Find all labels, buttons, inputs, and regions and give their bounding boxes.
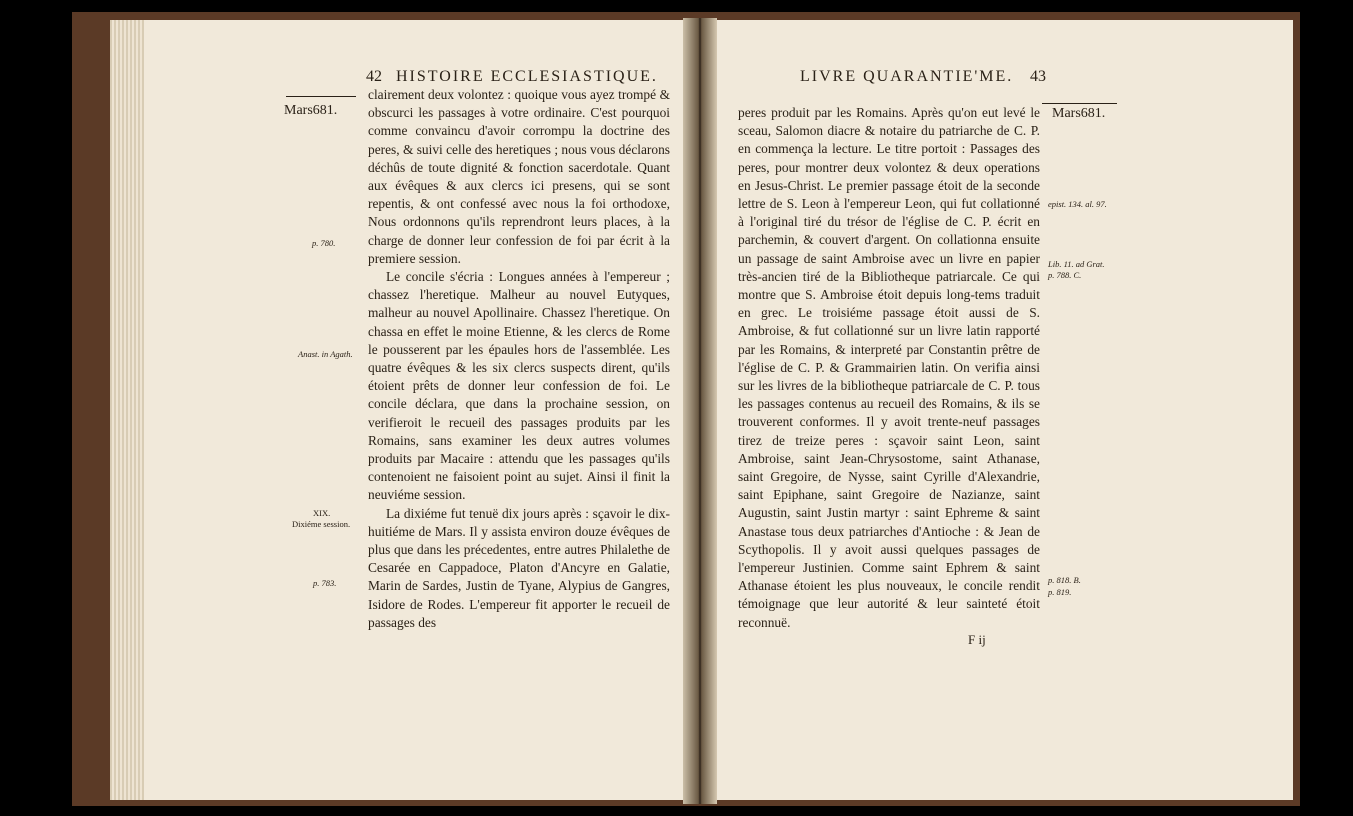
left-folio: 42 <box>366 68 382 85</box>
margin-note: Lib. 11. ad Grat. <box>1048 259 1105 269</box>
signature-mark: F ij <box>968 632 986 647</box>
left-text-block <box>368 86 670 632</box>
page-edges <box>110 20 144 800</box>
margin-note: p. 780. <box>312 238 336 248</box>
margin-note: p. 783. <box>313 578 337 588</box>
left-date: Mars681. <box>284 103 338 118</box>
right-running-head: LIVRE QUARANTIE'ME. <box>800 68 1014 85</box>
left-running-head: HISTOIRE ECCLESIASTIQUE. <box>396 68 658 85</box>
margin-note: p. 819. <box>1048 587 1072 597</box>
right-folio: 43 <box>1030 68 1046 85</box>
paragraph: clairement deux volontez : quoique vous ayez trompé & obscurci les passages à votre ordinaire. C'est pourquoi comme convaincu d'avoir corrompu la doctrine des peres, & suivi celle des heretiques ; nous vous déclarons déchûs de toute dignité & fonction sacerdotale. Quant aux évêques & aux clercs ici presens, qui se sont repentis, & ont confessé avec nous la foi orthodoxe, Nous ordonnons qu'ils reprendront leurs places, à la charge de donner leur confession de foi par écrit à la premiere session. <box>368 87 670 266</box>
margin-note: p. 818. B. <box>1048 575 1081 585</box>
book-gutter <box>683 18 717 804</box>
right-date-rule <box>1042 103 1117 104</box>
paragraph: La dixiéme fut tenuë dix jours après : sçavoir le dix-huitiéme de Mars. Il y assista environ douze évêques de plus que dans les précedentes, entre autres Philalethe de Cesarée en Cappadoce, Platon d'Ancyre en Galatie, Marin de Sardes, Justin de Tyane, Alypius de Gangres, Isidore de Rodes. L'empereur fit apporter le recueil de passages des <box>368 505 670 630</box>
right-date: Mars681. <box>1052 106 1106 121</box>
left-date-rule <box>286 96 356 97</box>
paragraph: Le concile s'écria : Longues années à l'empereur ; chassez l'heretique. Malheur au nouvel Eutyques, malheur au nouvel Apollinaire. Chassez l'heretique. On chassa en effet le moine Etienne, & les clercs de Rome le pousserent par les épaules hors de l'assemblée. Les quatre évêques & les six clercs suspects dirent, qu'ils étoient prêts de donner leur confession de foi. Le concile déclara, que dans la prochaine session, on verifieroit le recueil des passages produits par les Romains, sans examiner les deux autres volumes produits par Macaire : attendu que les passages qu'ils contenoient ne faisoient point au sujet. Ainsi il finit la neuviéme session. <box>368 269 670 503</box>
paragraph: peres produit par les Romains. Après qu'on eut levé le sceau, Salomon diacre & notaire du patriarche de C. P. en commença la lecture. Le titre portoit : Passages des peres, pour montrer deux volontez & deux operations en Jesus-Christ. Le premier passage étoit de la seconde lettre de S. Leon à l'empereur Leon, qui fut collationné à l'original tiré du trésor de l'église de C. P. écrit en parchemin, & couvert d'argent. On collationna ensuite un passage de saint Ambroise avec un livre en papier très-ancien tiré de la Bibliotheque patriarcale. Ce qui montre que S. Ambroise étoit depuis long-tems traduit en grec. Le troisiéme passage étoit aussi de S. Ambroise, & fut collationné sur un livre latin rapporté par les Romains, & interpreté par Constantin prêtre de l'église de C. P. & Grammairien latin. On verifia ainsi sur les livres de la bibliotheque patriarcale de C. P. tous les passages contenus au recueil des Romains, & ils se trouverent conformes. Il y avoit trente-neuf passages tirez de treize peres : sçavoir saint Leon, saint Ambroise, saint Jean-Chrysostome, saint Athanase, saint Gregoire, de Nysse, saint Cyrille d'Alexandrie, saint Epiphane, saint Gregoire de Nazianze, saint Augustin, saint Justin martyr : saint Ephreme & saint Anastase tous deux patriarches d'Antioche : & Jean de Scythopolis. Il y avoit aussi quelques passages de l'empereur Justinien. Comme saint Ephrem & saint Athanase étoient les plus nouveaux, le concile rendit témoignage que leur autorité & leur sainteté étoit reconnuë. <box>738 105 1040 630</box>
right-text-block <box>738 104 1040 632</box>
margin-note: XIX. <box>313 508 331 518</box>
margin-note: Dixiéme session. <box>292 519 351 529</box>
margin-note: Anast. in Agath. <box>298 349 353 359</box>
margin-note: epist. 134. al. 97. <box>1048 199 1107 209</box>
margin-note: p. 788. C. <box>1048 270 1082 280</box>
